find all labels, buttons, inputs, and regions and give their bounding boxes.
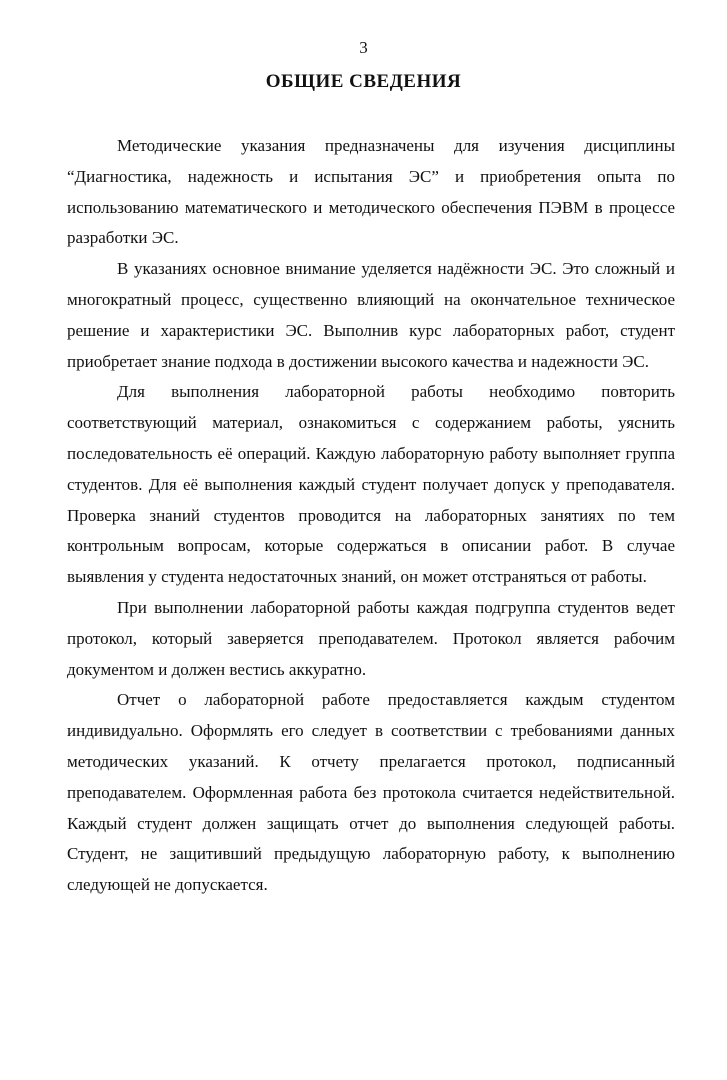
paragraph-purpose: Методические указания предназначены для изучения дисциплины “Диагностика, надежность и испытания ЭС” и приобретения опыта по использованию математического и методического обеспечения ПЭВМ в процессе разработки ЭС.: [67, 136, 675, 248]
page-number: 3: [359, 38, 368, 57]
paragraph-report: Отчет о лабораторной работе предоставляется каждым студентом индивидуально. Оформлять его следует в соответствии с требованиями данных методических указаний. К отчету прелагается протокол, подписанный преподавателем. Оформленная работа без протокола считается недействительной. Каждый студент должен защищать отчет до выполнения следующей работы. Студент, не защитивший предыдущую лабораторную работу, к выполнению следующей не допускается.: [67, 690, 675, 895]
page-title: ОБЩИЕ СВЕДЕНИЯ: [265, 71, 462, 92]
document-body: [67, 131, 675, 901]
paragraph-preparation: Для выполнения лабораторной работы необходимо повторить соответствующий материал, ознакомиться с содержанием работы, уяснить последовательность её операций. Каждую лабораторную работу выполняет группа студентов. Для её выполнения каждый студент получает допуск у преподавателя. Проверка знаний студентов проводится на лабораторных занятиях по тем контрольным вопросам, которые содержаться в описании работ. В случае выявления у студента недостаточных знаний, он может отстраняться от работы.: [67, 382, 675, 587]
paragraph-reliability: В указаниях основное внимание уделяется надёжности ЭС. Это сложный и многократный процесс, существенно влияющий на окончательное техническое решение и характеристики ЭС. Выполнив курс лабораторных работ, студент приобретает знание подхода в достижении высокого качества и надежности ЭС.: [67, 259, 675, 371]
paragraph-protocol: При выполнении лабораторной работы каждая подгруппа студентов ведет протокол, который заверяется преподавателем. Протокол является рабочим документом и должен вестись аккуратно.: [67, 597, 675, 679]
